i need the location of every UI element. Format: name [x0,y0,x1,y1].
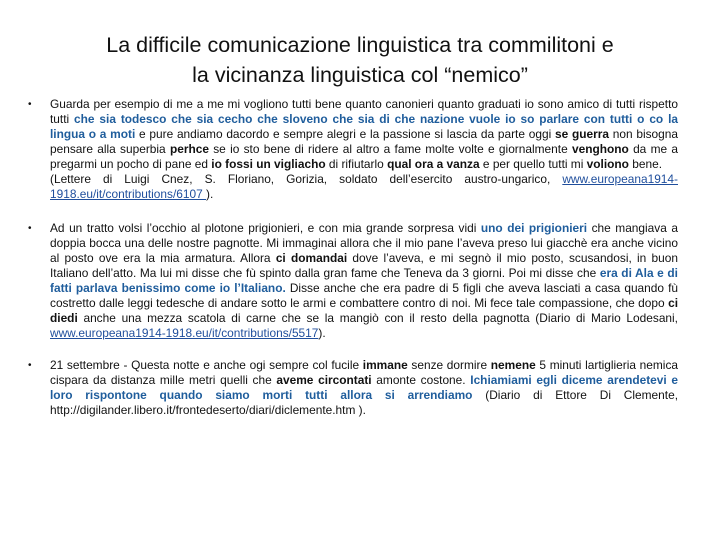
text-run: 21 settembre - Questa notte e anche ogi sempre col fucile [50,358,363,372]
slide-title [30,30,690,90]
bullet-list [28,97,678,435]
bold-text: se guerra [554,127,609,141]
highlighted-text: era di Ala e di fatti parlava benissimo come io l’Italiano. [50,266,678,295]
text-run: bene. [628,157,663,171]
text-run: e per quello tutti mi [479,157,587,171]
text-run: (Diario di Ettore Di Clemente, http://digilander.libero.it/frontedeserto/diari/diclemente.htm ). [50,388,679,417]
bold-text: ci domandai [275,251,348,265]
text-run: se io sto bene di ridere al altro a fame molte volte e giornalmente [208,142,572,156]
text-run: Ad un tratto volsi l’occhio al plotone prigionieri, e con mia grande sorpresa vidi [50,221,481,235]
link[interactable]: www.europeana1914-1918.eu/it/contributions/5517 [50,326,319,340]
text-run: Disse anche che era padre di 5 figli che aveva lasciati a casa quando fù costretto dalle leggi tedesche di andare sotto le armi e combattere contro di noi. Mi fece tale compassione, che dopo [50,281,678,310]
text-run: Guarda per esempio di me a me mi vogliono tutti bene quanto canonieri quanto graduati io sono amico di tutti rispetto tutti [50,97,678,126]
bold-text: ci diedi [50,296,678,325]
text-run: ). [206,187,214,201]
text-run: e pure andiamo dacordo e sempre alegri e la passione si lascia da parte oggi [135,127,555,141]
bullet-item-1 [28,97,678,202]
bold-text: voliono [586,157,629,171]
bold-text: qual ora a vanza [387,157,480,171]
bold-text: immane [362,358,408,372]
bold-text: perhce [169,142,209,156]
bullet-icon: • [28,99,32,110]
bold-text: aveme circontati [276,373,372,387]
bullet-text-2 [50,221,678,341]
bullet-icon: • [28,360,32,371]
bullet-item-2 [28,221,678,341]
link[interactable]: www.europeana1914-1918.eu/it/contributions/6107 [50,172,678,201]
text-run: che mangiava a doppia bocca una delle nostre pagnotte. Mi immaginai allora che il mio pane l’aveva preso lui giacchè era anche vicino al posto ove era la mia armatura. Allora [50,221,678,265]
text-run: da me a pregarmi un pocho di pane ed [50,142,678,171]
text-run: dove l’aveva, e mi segnò il mio posto, scusandosi, in buon Italiano dell’atto. Ma lui mi disse che fù spinto dalla gran fame che Teneva da 3 giorni. Poi mi disse che [50,251,678,280]
bold-text: venghono [571,142,629,156]
bullet-item-3 [28,358,678,418]
highlighted-text: uno dei prigionieri [480,221,588,235]
text-run: di rifiutarlo [325,157,388,171]
title-line-2: la vicinanza linguistica col “nemico” [192,63,528,87]
bullet-text-1 [50,97,678,202]
bullet-text-3 [50,358,678,418]
text-run: 5 minuti lartiglieria nemica cispara da distanza mille metri quelli che [50,358,678,387]
bold-text: io fossi un vigliacho [211,157,326,171]
text-run: anche una mezza scatola di carne che se la mangiò con il resto della pagnotta (Diario di Mario Lodesani, [77,311,678,325]
text-run: ). [318,326,326,340]
highlighted-text: Ichiamiami egli diceme arendetevi e loro rispontone quando siamo morti tutti allora si arrendiamo [50,373,678,402]
bullet-icon: • [28,223,32,234]
highlighted-text: che sia todesco che sia cecho che sloveno che sia di che nazione vuole io so parlare con tutti o co la lingua o a moti [50,112,678,141]
text-run: senze dormire [407,358,491,372]
text-run: non bisogna pensare alla superbia [50,127,678,156]
text-run: (Lettere di Luigi Cnez, S. Floriano, Gorizia, soldato dell’esercito austro-ungarico, [50,172,563,186]
title-line-1: La difficile comunicazione linguistica tra commilitoni e [106,33,614,57]
text-run: amonte costone. [371,373,471,387]
bold-text: nemene [490,358,536,372]
